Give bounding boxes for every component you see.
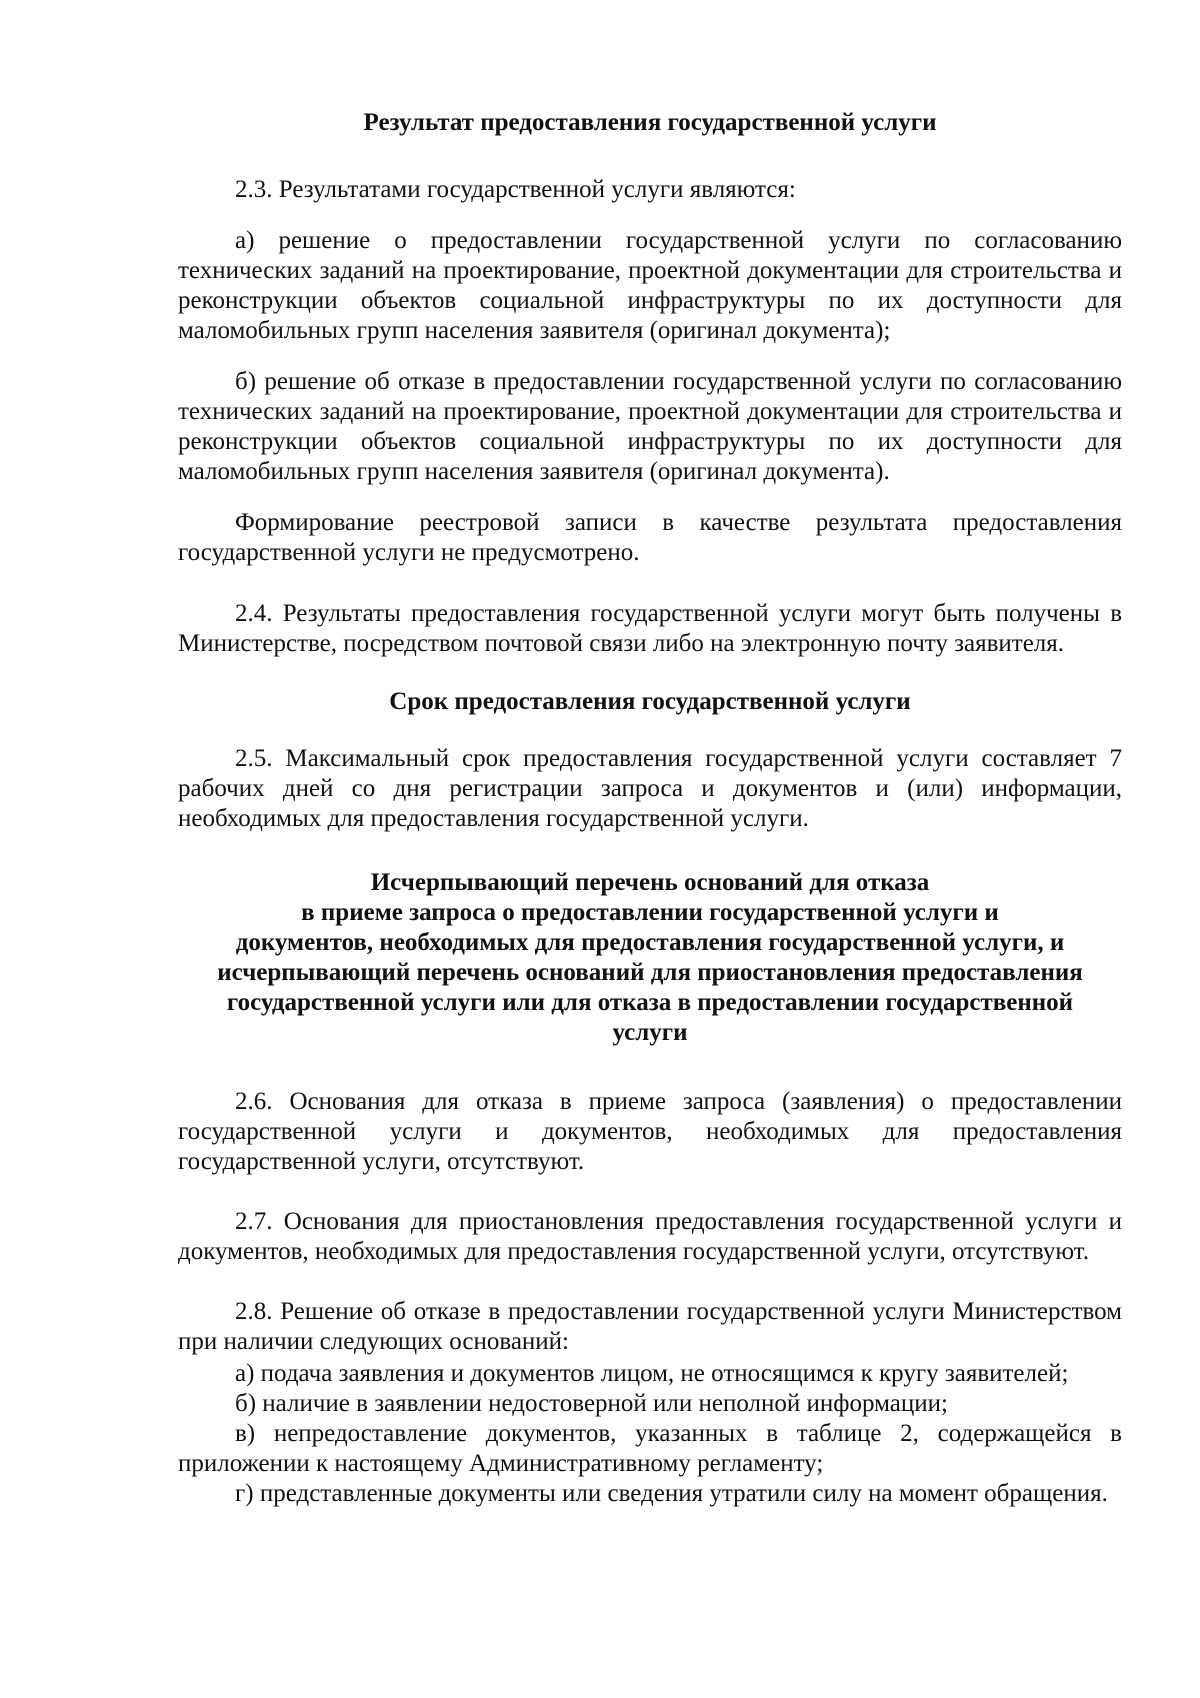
paragraph-2-6: 2.6. Основания для отказа в приеме запроса (заявления) о предоставлении государственной услуги и документов, необходимых для предоставления государственной услуги, отсутствуют. bbox=[178, 1088, 1122, 1175]
heading-grounds-line: исчерпывающий перечень оснований для приостановления предоставления bbox=[217, 959, 1083, 986]
document-page bbox=[178, 108, 1122, 1509]
heading-grounds bbox=[178, 868, 1122, 1048]
grounds-list-item: а) подача заявления и документов лицом, не относящимся к кругу заявителей; bbox=[235, 1360, 1069, 1387]
heading-grounds-line: государственной услуги или для отказа в предоставлении государственной bbox=[226, 989, 1074, 1016]
heading-grounds-line: документов, необходимых для предоставления государственной услуги, и bbox=[235, 929, 1065, 956]
heading-grounds-line: в приеме запроса о предоставлении государственной услуги и bbox=[301, 899, 999, 926]
heading-grounds-line: услуги bbox=[612, 1019, 688, 1046]
paragraph-2-5: 2.5. Максимальный срок предоставления государственной услуги составляет 7 рабочих дней со дня регистрации запроса и документов и (или) информации, необходимых для предоставления государственной услуги. bbox=[178, 745, 1122, 832]
result-item-b: б) решение об отказе в предоставлении государственной услуги по согласованию технических заданий на проектирование, проектной документации для строительства и реконструкции объектов социальной инфраструктуры по их доступности для маломобильных групп населения заявителя (оригинал документа). bbox=[178, 368, 1122, 485]
heading-grounds-line: Исчерпывающий перечень оснований для отказа bbox=[370, 869, 930, 896]
heading-term: Срок предоставления государственной услуги bbox=[389, 688, 911, 715]
registry-note: Формирование реестровой записи в качестве результата предоставления государственной услуги не предусмотрено. bbox=[178, 509, 1122, 566]
grounds-list-item: б) наличие в заявлении недостоверной или неполной информации; bbox=[235, 1390, 948, 1417]
grounds-list-item: в) непредоставление документов, указанных в таблице 2, содержащейся в приложении к настоящему Административному регламенту; bbox=[178, 1420, 1122, 1477]
paragraph-2-4: 2.4. Результаты предоставления государственной услуги могут быть получены в Министерстве, посредством почтовой связи либо на электронную почту заявителя. bbox=[178, 600, 1122, 657]
heading-result: Результат предоставления государственной услуги bbox=[363, 109, 937, 136]
paragraph-2-8: 2.8. Решение об отказе в предоставлении государственной услуги Министерством при наличии следующих оснований: bbox=[178, 1298, 1122, 1355]
grounds-list-item: г) представленные документы или сведения утратили силу на момент обращения. bbox=[235, 1480, 1108, 1507]
paragraph-2-3: 2.3. Результатами государственной услуги являются: bbox=[235, 176, 796, 203]
result-item-a: а) решение о предоставлении государственной услуги по согласованию технических заданий на проектирование, проектной документации для строительства и реконструкции объектов социальной инфраструктуры по их доступности для маломобильных групп населения заявителя (оригинал документа); bbox=[178, 227, 1122, 344]
paragraph-2-7: 2.7. Основания для приостановления предоставления государственной услуги и документов, необходимых для предоставления государственной услуги, отсутствуют. bbox=[178, 1208, 1122, 1265]
